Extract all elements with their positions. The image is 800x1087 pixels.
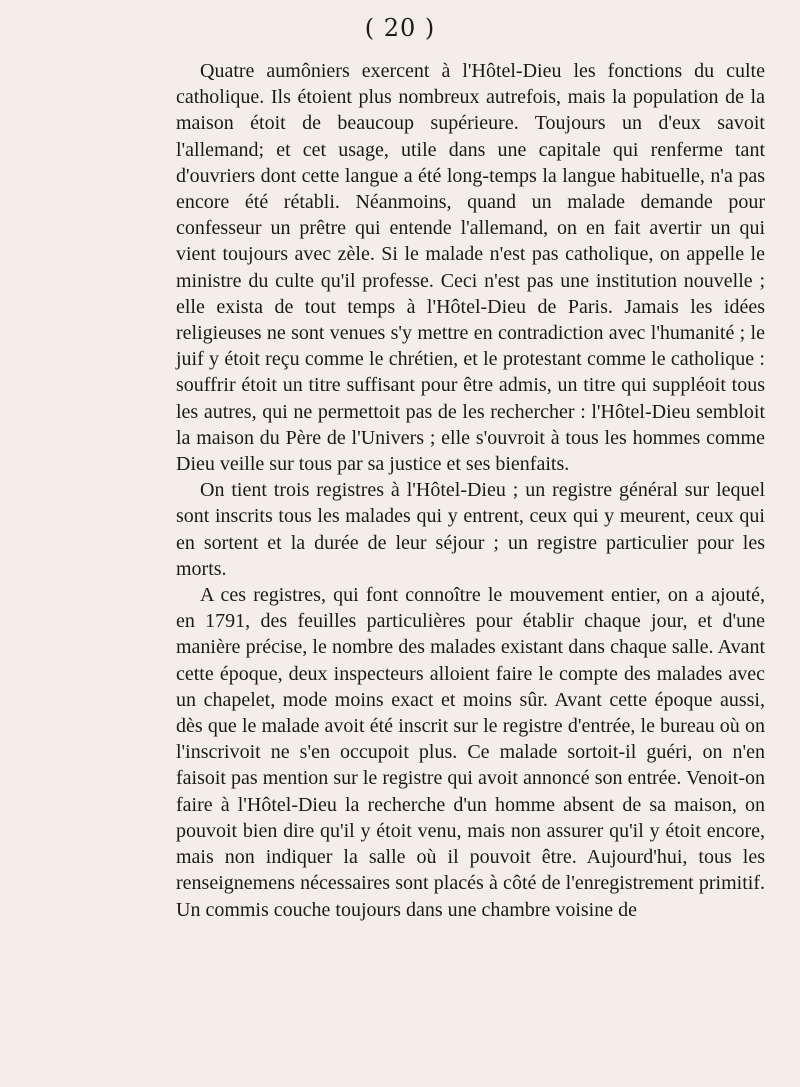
paragraph-aumoniers: Quatre aumôniers exercent à l'Hôtel-Dieu les fonctions du culte catholique. Ils étoient plus nombreux autrefois, mais la population de la maison étoit de beaucoup supérieure. Toujours un d'eux savoit l'allemand; et cet usage, utile dans une capitale qui renferme tant d'ouvriers dont cette langue a été long-temps la langue habituelle, n'a pas encore été rétabli. Néanmoins, quand un malade demande pour confesseur un prêtre qui entende l'allemand, on en fait avertir un qui vient toujours avec zèle. Si le malade n'est pas catholique, on appelle le ministre du culte qu'il professe. Ceci n'est pas une institution nouvelle ; elle exista de tout temps à l'Hôtel-Dieu de Paris. Jamais les idées religieuses ne sont venues s'y mettre en contradiction avec l'humanité ; le juif y étoit reçu comme le chrétien, et le protestant comme le catholique : souffrir étoit un titre suffisant pour être admis, un titre qui suppléoit tous les autres, qui ne permettoit pas de les rechercher : l'Hôtel-Dieu sembloit la maison du Père de l'Univers ; elle s'ouvroit à tous les hommes comme Dieu veille sur tous par sa justice et ses bienfaits. — [176, 60, 765, 476]
paragraph-feuilles: A ces registres, qui font connoître le mouvement entier, on a ajouté, en 1791, des feuilles particulières pour établir chaque jour, et d'une manière précise, le nombre des malades existant dans chaque salle. Avant cette époque, deux inspecteurs alloient faire le compte des malades avec un chapelet, mode moins exact et moins sûr. Avant cette époque aussi, dès que le malade avoit été inscrit sur le registre d'entrée, le bureau où on l'inscrivoit ne s'en occupoit plus. Ce malade sortoit-il guéri, on n'en faisoit pas mention sur le registre qui avoit annoncé son entrée. Venoit-on faire à l'Hôtel-Dieu la recherche d'un homme absent de sa maison, on pouvoit bien dire qu'il y étoit venu, mais non assurer qu'il y étoit encore, mais non indiquer la salle où il pouvoit être. Aujourd'hui, tous les renseignemens nécessaires sont placés à côté de l'enregistrement primitif. Un commis couche toujours dans une chambre voisine de — [176, 584, 765, 921]
page-number: ( 20 ) — [364, 14, 436, 42]
paragraph-registres: On tient trois registres à l'Hôtel-Dieu ; un registre général sur lequel sont inscrits tous les malades qui y entrent, ceux qui y meurent, ceux qui en sortent et la durée de leur séjour ; un registre particulier pour les morts. — [176, 479, 765, 580]
body-text — [176, 58, 765, 923]
